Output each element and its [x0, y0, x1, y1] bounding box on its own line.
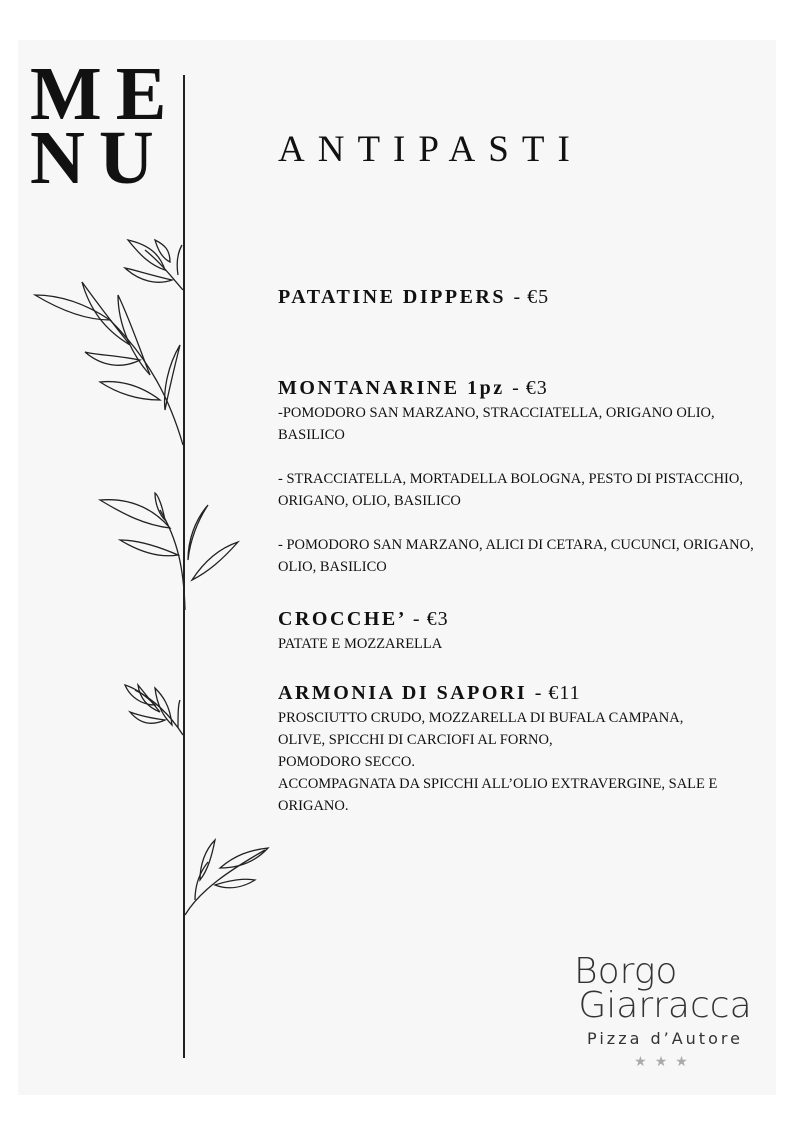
menu-item-armonia-di-sapori — [278, 679, 768, 817]
section-title-antipasti: ANTIPASTI — [278, 129, 583, 170]
menu-heading-line2: NU — [30, 116, 168, 200]
item-description: PATATE E MOZZARELLA — [278, 636, 443, 652]
item-name: MONTANARINE 1pz — [278, 377, 505, 399]
leaf-branch-icon — [100, 493, 238, 610]
item-description: - STRACCIATELLA, MORTADELLA BOLOGNA, PESTO DI PISTACCHIO, ORIGANO, OLIO, BASILICO — [278, 471, 743, 509]
logo-stars-icon: ★★★ — [634, 1054, 696, 1070]
item-price: - €3 — [412, 608, 449, 630]
item-description: OLIVE, SPICCHI DI CARCIOFI AL FORNO, — [278, 732, 553, 748]
item-description: POMODORO SECCO. — [278, 754, 415, 770]
item-name: PATATINE DIPPERS — [278, 286, 506, 308]
item-description: - POMODORO SAN MARZANO, ALICI DI CETARA, CUCUNCI, ORIGANO, OLIO, BASILICO — [278, 537, 754, 575]
leaf-branch-icon — [125, 685, 183, 735]
item-price: - €5 — [513, 286, 550, 308]
item-price: - €3 — [512, 377, 548, 399]
menu-item-patatine-dippers — [278, 283, 768, 311]
menu-item-montanarine — [278, 374, 768, 578]
item-description: -POMODORO SAN MARZANO, STRACCIATELLA, ORIGANO OLIO, BASILICO — [278, 405, 715, 443]
borgo-giarracca-logo — [560, 951, 770, 1070]
menu-heading-line1: ME — [30, 52, 181, 136]
item-description: PROSCIUTTO CRUDO, MOZZARELLA DI BUFALA CAMPANA, — [278, 710, 684, 726]
leaf-branch-icon — [35, 240, 183, 445]
menu-item-crocche — [278, 605, 768, 655]
leaf-branch-icon — [185, 840, 268, 915]
item-description: ACCOMPAGNATA DA SPICCHI ALL’OLIO EXTRAVERGINE, SALE E ORIGANO. — [278, 776, 718, 814]
logo-line2: Giarracca — [578, 985, 752, 1026]
logo-line1: Borgo — [574, 951, 678, 992]
logo-tagline: Pizza d’Autore — [587, 1029, 743, 1048]
item-price: - €11 — [534, 682, 581, 704]
item-name: ARMONIA DI SAPORI — [278, 682, 528, 704]
item-name: CROCCHE’ — [278, 608, 406, 630]
